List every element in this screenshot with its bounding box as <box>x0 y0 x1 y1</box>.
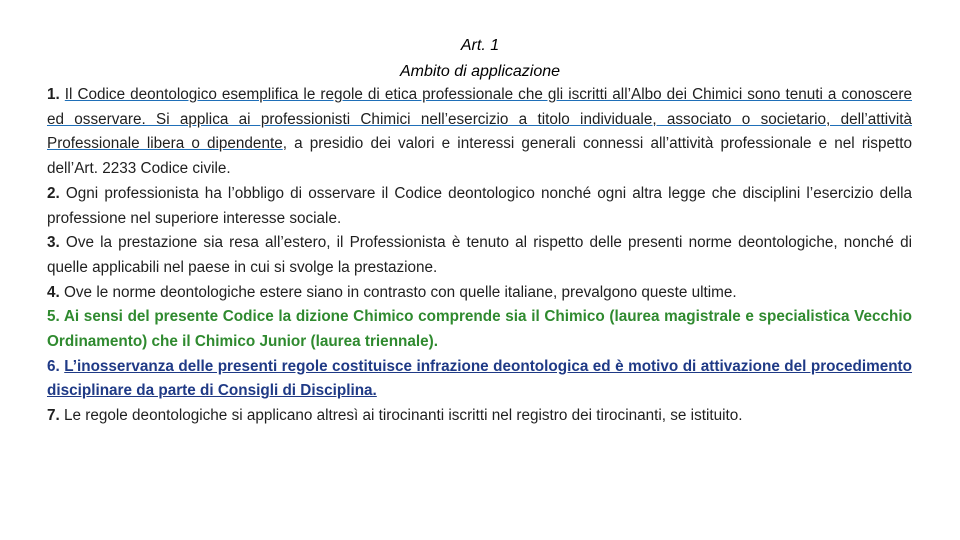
paragraph-7-text: Le regole deontologiche si applicano altresì ai tirocinanti iscritti nel registro dei tirocinanti, se istituito. <box>64 407 743 425</box>
paragraph-2 <box>47 182 912 231</box>
paragraph-1-text: , a presidio dei valori e interessi generali connessi all’attività professionale e nel rispetto dell’Art. 2233 Codice civile. <box>47 135 912 178</box>
paragraph-2-text: Ogni professionista ha l’obbligo di osservare il Codice deontologico nonché ogni altra legge che disciplini l’esercizio della professione nel superiore interesse sociale. <box>47 184 912 227</box>
paragraph-number: 3. <box>47 234 60 252</box>
paragraph-5-text: Ai sensi del presente Codice la dizione Chimico comprende sia il Chimico (laurea magistrale e specialistica Vecchio Ordinamento) che il Chimico Junior (laurea triennale). <box>47 308 912 351</box>
paragraph-number: 1. <box>47 86 60 103</box>
paragraph-number: 4. <box>47 283 60 301</box>
paragraph-4 <box>47 281 912 306</box>
paragraph-3 <box>47 231 912 280</box>
paragraph-6 <box>47 355 912 404</box>
paragraph-number: 7. <box>47 407 60 425</box>
article-body <box>47 83 912 429</box>
paragraph-3-text: Ove la prestazione sia resa all’estero, il Professionista è tenuto al rispetto delle presenti norme deontologiche, nonché di quelle applicabili nel paese in cui si svolge la prestazione. <box>47 234 912 276</box>
article-title: Art. 1 <box>460 37 500 54</box>
paragraph-number: 6. <box>47 357 60 375</box>
paragraph-6-text: L’inosservanza delle presenti regole costituisce infrazione deontologica ed è motivo di attivazione del procedimento disciplinare da parte di Consigli di Disciplina. <box>47 357 912 400</box>
paragraph-number: 5. <box>47 308 60 326</box>
paragraph-7 <box>47 404 912 429</box>
article-subtitle: Ambito di applicazione <box>399 63 561 80</box>
paragraph-4-text: Ove le norme deontologiche estere siano in contrasto con quelle italiane, prevalgono queste ultime. <box>64 283 737 301</box>
paragraph-1-underlined-text: Il Codice deontologico esemplifica le regole di etica professionale che gli iscritti all’Albo dei Chimici sono tenuti a conoscere ed osservare. Si applica ai professionisti Chimici nell’esercizio a titolo individuale, associato o societario, dell’attività Professionale libera o dipendente <box>47 86 912 153</box>
paragraph-number: 2. <box>47 184 60 202</box>
paragraph-1 <box>47 83 912 182</box>
paragraph-5 <box>47 305 912 354</box>
